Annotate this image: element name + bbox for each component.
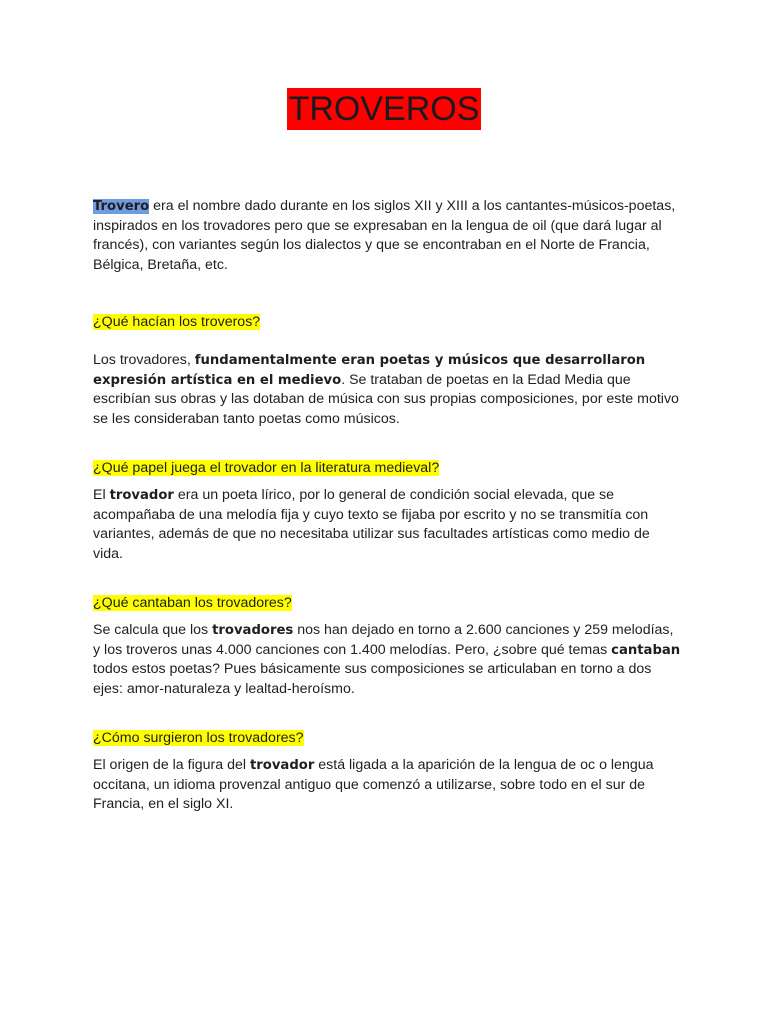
section-4-question — [93, 729, 683, 749]
body-text: El origen de la figura del — [93, 757, 250, 774]
section-heading: ¿Qué hacían los troveros? — [93, 314, 261, 331]
section-heading: ¿Qué cantaban los trovadores? — [93, 595, 292, 612]
section-2-question — [93, 459, 683, 479]
section-1-body — [93, 351, 683, 429]
body-text: está ligada a la aparición de la lengua de oc o lengua occitana, un idioma provenzal antiguo que comenzó a utilizarse, sobre todo en el sur de Francia, en el siglo XI. — [93, 757, 654, 813]
intro-text: era el nombre dado durante en los siglos XII y XIII a los cantantes-músicos-poetas, inspirados en los trovadores pero que se expresaban en la lengua de oil (que dará lugar al francés), con variantes según los dialectos y que se encontraban en el Norte de Francia, Bélgica, Bretaña, etc. — [93, 198, 676, 273]
body-text: . Se trataban de poetas en la Edad Media que escribían sus obras y las dotaban de música con sus propias composiciones, por este motivo se les consideraban tanto poetas como músicos. — [93, 371, 679, 427]
body-text: Los trovadores, — [93, 352, 195, 369]
section-2-body — [93, 486, 683, 564]
section-1-question — [93, 313, 683, 333]
bold-text: trovadores — [212, 623, 294, 639]
body-text: nos han dejado en torno a 2.600 canciones y 259 melodías, y los troveros unas 4.000 canciones con 1.400 melodías. Pero, ¿sobre qué temas — [93, 622, 674, 658]
section-4-body — [93, 756, 683, 815]
title-container — [0, 88, 768, 130]
intro-term: Trovero — [93, 199, 150, 215]
section-3-body — [93, 621, 683, 699]
intro-paragraph — [93, 197, 683, 275]
body-text: era un poeta lírico, por lo general de condición social elevada, que se acompañaba de una melodía fija y cuyo texto se fijaba por escrito y no se transmitía con variantes, además de que no necesitaba utilizar sus facultades artísticas como medio de vida. — [93, 487, 650, 562]
bold-text: trovador — [109, 488, 174, 504]
body-text: El — [93, 487, 110, 504]
body-text: Se calcula que los — [93, 622, 213, 639]
section-3-question — [93, 594, 683, 614]
page-title: TROVEROS — [288, 90, 480, 128]
body-text: todos estos poetas? Pues básicamente sus composiciones se articulaban en torno a dos ejes: amor-naturaleza y lealtad-heroísmo. — [93, 661, 652, 697]
bold-text: trovador — [249, 758, 315, 774]
section-heading: ¿Cómo surgieron los trovadores? — [93, 730, 304, 747]
section-heading: ¿Qué papel juega el trovador en la literatura medieval? — [93, 460, 440, 477]
bold-text: cantaban — [611, 642, 681, 658]
bold-text: fundamentalmente eran poetas y músicos que desarrollaron expresión artística en el medievo — [93, 353, 646, 388]
